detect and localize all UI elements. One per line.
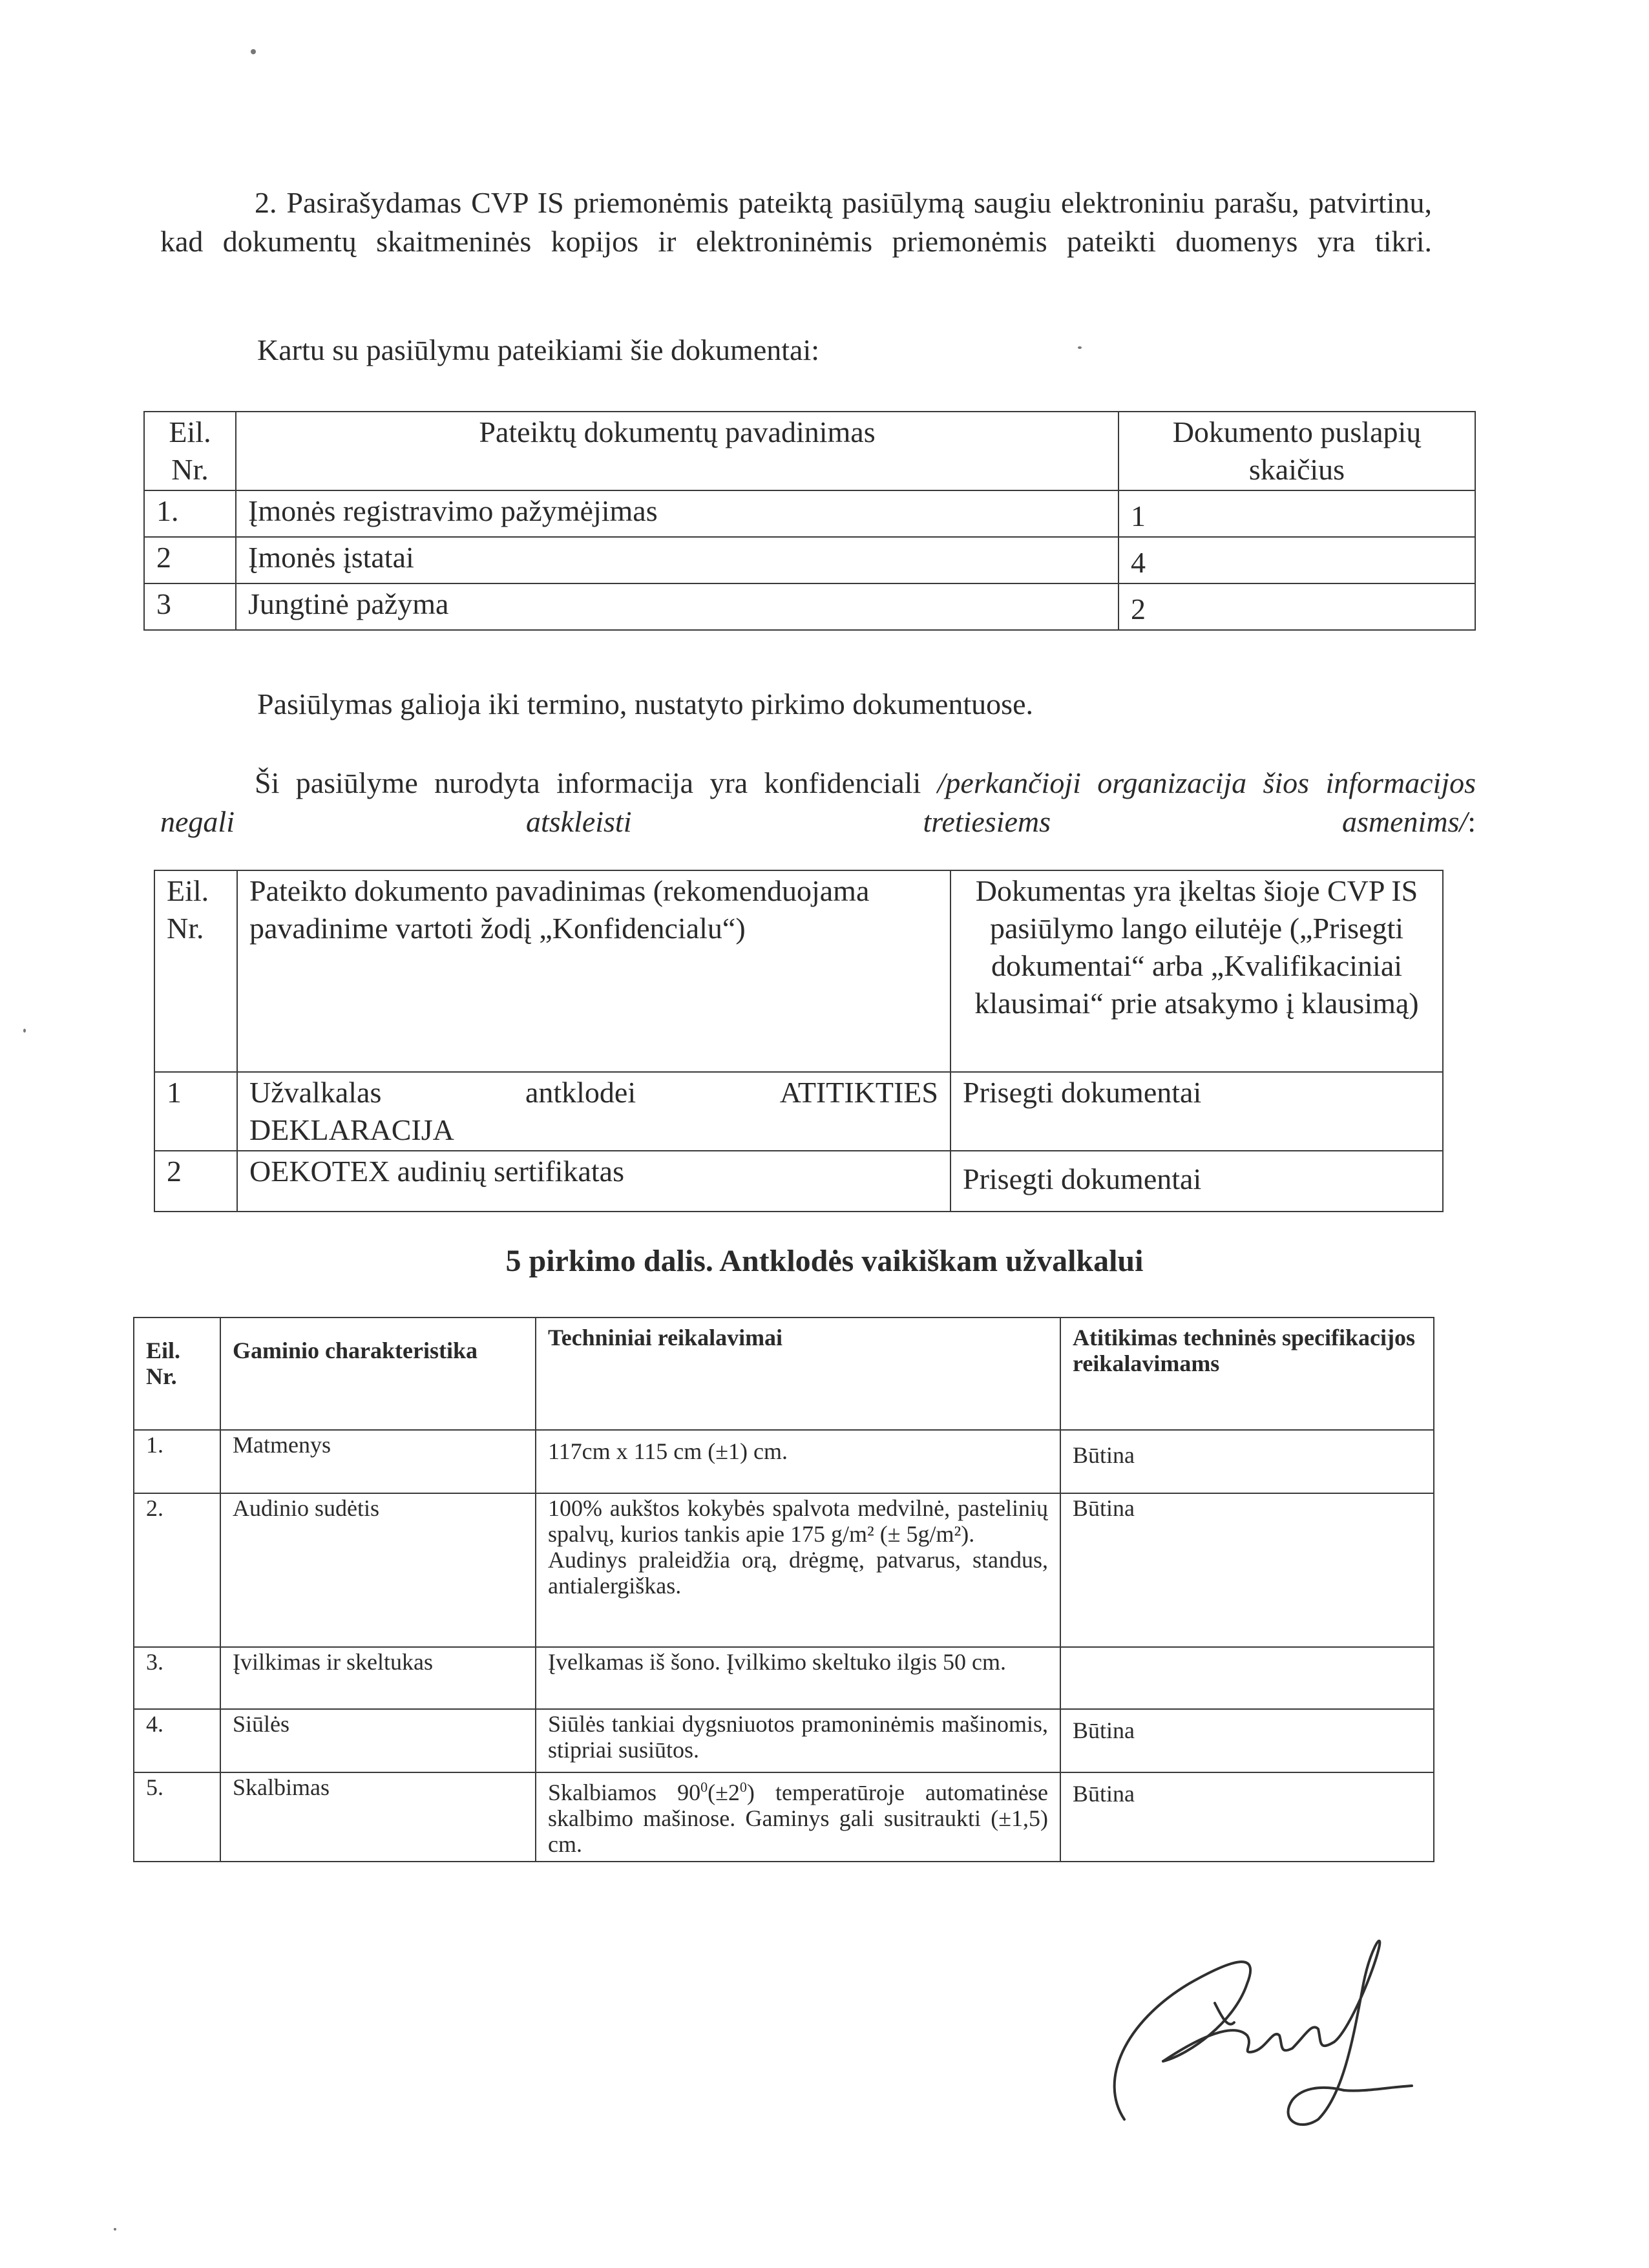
section-title: 5 pirkimo dalis. Antklodės vaikiškam užvalkalui	[505, 1244, 1144, 1278]
documents-intro: Kartu su pasiūlymu pateikiami šie dokumentai:	[257, 333, 820, 366]
header-document-name: Pateiktų dokumentų pavadinimas	[236, 412, 1119, 490]
row-nr: 2.	[134, 1493, 220, 1647]
row-location: Prisegti dokumentai	[951, 1151, 1443, 1212]
row-characteristic: Skalbimas	[220, 1772, 536, 1862]
degree-superscript: 0	[739, 1779, 747, 1795]
row-compliance: Būtina	[1060, 1709, 1434, 1772]
row-nr: 5.	[134, 1772, 220, 1862]
row-nr: 4.	[134, 1709, 220, 1772]
row-nr: 3.	[134, 1647, 220, 1709]
table-row	[134, 1772, 1434, 1862]
row-nr: 1.	[144, 490, 236, 537]
row-characteristic: Matmenys	[220, 1430, 536, 1493]
validity-statement: Pasiūlymas galioja iki termino, nustatyto pirkimo dokumentuose.	[257, 688, 1033, 720]
confidentiality-lead: Ši pasiūlyme nurodyta informacija yra konfidenciali	[255, 766, 921, 799]
header-requirements: Techniniai reikalavimai	[536, 1318, 1060, 1430]
header-location: Dokumentas yra įkeltas šioje CVP IS pasiūlymo lango eilutėje („Prisegti dokumentai“ arba „Kvalifikaciniai klausimai“ prie atsakymo į klausimą)	[951, 870, 1443, 1072]
row-nr: 2	[154, 1151, 237, 1212]
table-row	[144, 537, 1475, 583]
row-requirement: Įvelkamas iš šono. Įvilkimo skeltuko ilgis 50 cm.	[536, 1647, 1060, 1709]
header-document-name: Pateikto dokumento pavadinimas (rekomenduojama pavadinime vartoti žodį „Konfidencialu“)	[237, 870, 951, 1072]
row-document-name: Jungtinė pažyma	[236, 583, 1119, 630]
document-name-line: DEKLARACIJA	[249, 1113, 454, 1146]
header-nr: Eil. Nr.	[134, 1318, 220, 1430]
header-characteristic: Gaminio charakteristika	[220, 1318, 536, 1430]
requirement-text: (±2	[708, 1780, 740, 1805]
row-requirement: 117cm x 115 cm (±1) cm.	[536, 1430, 1060, 1493]
row-nr: 3	[144, 583, 236, 630]
row-location: Prisegti dokumentai	[951, 1072, 1443, 1151]
table-row	[154, 1072, 1443, 1151]
row-characteristic: Siūlės	[220, 1709, 536, 1772]
document-name-word: Užvalkalas	[249, 1076, 382, 1109]
document-name-line	[249, 1074, 938, 1111]
intro-paragraph: 2. Pasirašydamas CVP IS priemonėmis pateiktą pasiūlymą saugiu elektroniniu parašu, patvirtinu, kad dokumentų skaitmeninės kopijos ir elektroninėmis priemonėmis pateikti duomenys yra tikri.	[160, 186, 1432, 258]
row-nr: 2	[144, 537, 236, 583]
row-nr: 1.	[134, 1430, 220, 1493]
document-name-word: ATITIKTIES	[779, 1076, 938, 1109]
row-page-count: 4	[1119, 537, 1475, 583]
scan-speck	[114, 2228, 116, 2231]
row-page-count: 1	[1119, 490, 1475, 537]
row-requirement	[536, 1493, 1060, 1647]
header-nr: Eil. Nr.	[144, 412, 236, 490]
table-row	[134, 1493, 1434, 1647]
specification-table	[133, 1317, 1434, 1862]
table-row	[134, 1709, 1434, 1772]
row-compliance: Būtina	[1060, 1772, 1434, 1862]
confidentiality-note: /perkančioji organizacija šios informacijos negali atskleisti tretiesiems asmenims/	[160, 766, 1476, 838]
requirement-text: Audinys praleidžia orą, drėgmę, patvarus, standus, antialergiškas.	[548, 1547, 1048, 1599]
document-name-word: antklodei	[525, 1076, 636, 1109]
row-document-name: Įmonės registravimo pažymėjimas	[236, 490, 1119, 537]
confidentiality-tail: :	[1467, 805, 1476, 838]
confidentiality-statement	[160, 764, 1476, 841]
row-page-count: 2	[1119, 583, 1475, 630]
row-requirement	[536, 1772, 1060, 1862]
table-row	[134, 1647, 1434, 1709]
degree-superscript: 0	[700, 1779, 708, 1795]
header-nr: Eil. Nr.	[154, 870, 237, 1072]
row-requirement: Siūlės tankiai dygsniuotos pramoninėmis mašinomis, stipriai susiūtos.	[536, 1709, 1060, 1772]
row-characteristic: Audinio sudėtis	[220, 1493, 536, 1647]
requirement-text: Skalbiamos 90	[548, 1780, 701, 1805]
table-row	[154, 1151, 1443, 1212]
requirement-text: 100% aukštos kokybės spalvota medvilnė, pastelinių spalvų, kurios tankis apie 175 g/m² (± 5g/m²).	[548, 1495, 1048, 1547]
confidential-documents-table	[154, 870, 1444, 1212]
header-page-count: Dokumento puslapių skaičius	[1119, 412, 1475, 490]
scan-speck	[23, 1029, 26, 1033]
table-row	[144, 490, 1475, 537]
row-compliance: Būtina	[1060, 1430, 1434, 1493]
row-document-name	[237, 1072, 951, 1151]
row-nr: 1	[154, 1072, 237, 1151]
header-compliance: Atitikimas techninės specifikacijos reikalavimams	[1060, 1318, 1434, 1430]
row-document-name: Įmonės įstatai	[236, 537, 1119, 583]
row-characteristic: Įvilkimas ir skeltukas	[220, 1647, 536, 1709]
table-header-row	[154, 870, 1443, 1072]
scan-speck	[251, 49, 256, 54]
table-row	[144, 583, 1475, 630]
row-document-name: OEKOTEX audinių sertifikatas	[237, 1151, 951, 1212]
documents-table	[143, 411, 1476, 631]
table-row	[134, 1430, 1434, 1493]
requirement-text: ) temperatūroje automatinėse skalbimo mašinose. Gaminys gali susitraukti (±1,5) cm.	[548, 1780, 1048, 1857]
signature	[1086, 1926, 1422, 2139]
row-compliance	[1060, 1647, 1434, 1709]
row-compliance: Būtina	[1060, 1493, 1434, 1647]
scan-speck	[1078, 346, 1082, 349]
table-header-row	[144, 412, 1475, 490]
table-header-row	[134, 1318, 1434, 1430]
